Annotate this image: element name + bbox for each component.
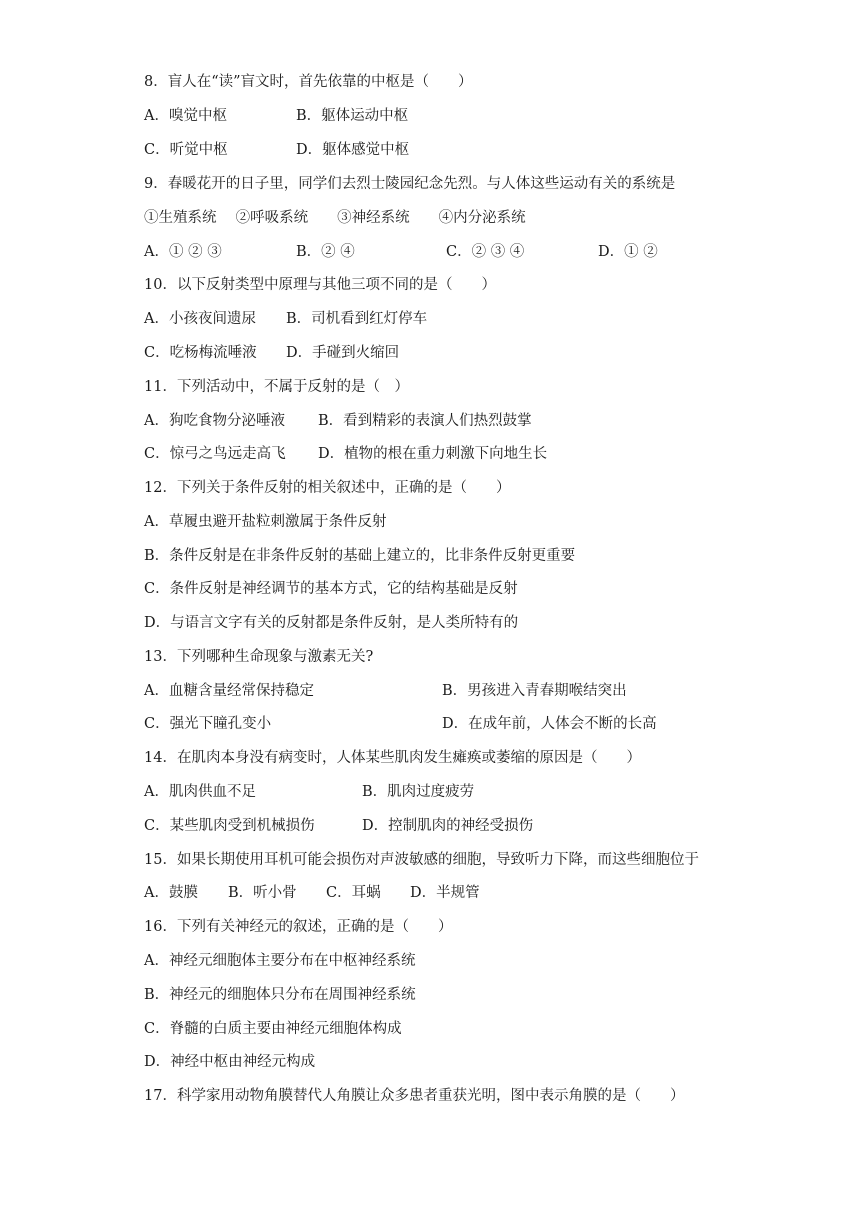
question-16-option-d: D．神经中枢由神经元构成 — [144, 1054, 316, 1070]
question-10-option-c: C．吃杨梅流唾液 — [144, 345, 257, 361]
question-8-stem: 8．盲人在“读”盲文时，首先依靠的中枢是（ ） — [144, 74, 473, 90]
question-11-option-b: B．看到精彩的表演人们热烈鼓掌 — [318, 413, 532, 429]
question-12-option-a: A．草履虫避开盐粒刺激属于条件反射 — [144, 514, 387, 530]
question-10-option-a: A．小孩夜间遗尿 — [144, 311, 256, 327]
question-14-stem: 14．在肌肉本身没有病变时，人体某些肌肉发生瘫痪或萎缩的原因是（ ） — [144, 750, 641, 766]
question-16-stem: 16．下列有关神经元的叙述，正确的是（ ） — [144, 919, 453, 935]
question-9-choices: ①生殖系统 ②呼吸系统 ③神经系统 ④内分泌系统 — [144, 210, 526, 226]
question-15-option-a: A．鼓膜 — [144, 885, 198, 901]
question-8-option-d: D．躯体感觉中枢 — [296, 142, 410, 158]
question-14-option-c: C．某些肌肉受到机械损伤 — [144, 818, 315, 834]
question-12-option-d: D．与语言文字有关的反射都是条件反射，是人类所特有的 — [144, 615, 519, 631]
question-10-option-b: B．司机看到红灯停车 — [286, 311, 428, 327]
question-9-option-d: D．① ② — [598, 244, 658, 260]
question-8-option-a: A．嗅觉中枢 — [144, 108, 227, 124]
question-15-option-c: C．耳蜗 — [326, 885, 381, 901]
question-13-stem: 13．下列哪种生命现象与激素无关? — [144, 649, 374, 665]
question-10-stem: 10．以下反射类型中原理与其他三项不同的是（ ） — [144, 277, 496, 293]
question-9-stem: 9．春暖花开的日子里，同学们去烈士陵园纪念先烈。与人体这些运动有关的系统是 — [144, 176, 676, 192]
question-12-option-c: C．条件反射是神经调节的基本方式，它的结构基础是反射 — [144, 581, 518, 597]
question-15-stem: 15．如果长期使用耳机可能会损伤对声波敏感的细胞，导致听力下降，而这些细胞位于 — [144, 852, 699, 868]
question-17-stem: 17．科学家用动物角膜替代人角膜让众多患者重获光明，图中表示角膜的是（ ） — [144, 1088, 685, 1104]
question-8-option-c: C．听觉中枢 — [144, 142, 228, 158]
question-9-option-b: B．② ④ — [296, 244, 355, 260]
question-9-option-c: C．② ③ ④ — [446, 244, 525, 260]
question-15-option-b: B．听小骨 — [228, 885, 297, 901]
question-16-option-c: C．脊髓的白质主要由神经元细胞体构成 — [144, 1021, 402, 1037]
question-13-option-a: A．血糖含量经常保持稳定 — [144, 683, 314, 699]
question-16-option-a: A．神经元细胞体主要分布在中枢神经系统 — [144, 953, 416, 969]
question-12-stem: 12．下列关于条件反射的相关叙述中，正确的是（ ） — [144, 480, 511, 496]
question-8-option-b: B．躯体运动中枢 — [296, 108, 409, 124]
question-14-option-a: A．肌肉供血不足 — [144, 784, 256, 800]
question-9-option-a: A．① ② ③ — [144, 244, 222, 260]
question-11-option-c: C．惊弓之鸟远走高飞 — [144, 446, 286, 462]
question-11-stem: 11．下列活动中，不属于反射的是（ ） — [144, 379, 409, 395]
question-13-option-c: C．强光下瞳孔变小 — [144, 716, 272, 732]
question-11-option-d: D．植物的根在重力刺激下向地生长 — [318, 446, 548, 462]
question-13-option-d: D．在成年前，人体会不断的长高 — [442, 716, 657, 732]
question-13-option-b: B．男孩进入青春期喉结突出 — [442, 683, 627, 699]
question-14-option-b: B．肌肉过度疲劳 — [362, 784, 475, 800]
question-14-option-d: D．控制肌肉的神经受损伤 — [362, 818, 534, 834]
question-15-option-d: D．半规管 — [410, 885, 480, 901]
question-10-option-d: D．手碰到火缩回 — [286, 345, 400, 361]
question-11-option-a: A．狗吃食物分泌唾液 — [144, 413, 285, 429]
question-16-option-b: B．神经元的细胞体只分布在周围神经系统 — [144, 987, 416, 1003]
question-12-option-b: B．条件反射是在非条件反射的基础上建立的，比非条件反射更重要 — [144, 548, 576, 564]
